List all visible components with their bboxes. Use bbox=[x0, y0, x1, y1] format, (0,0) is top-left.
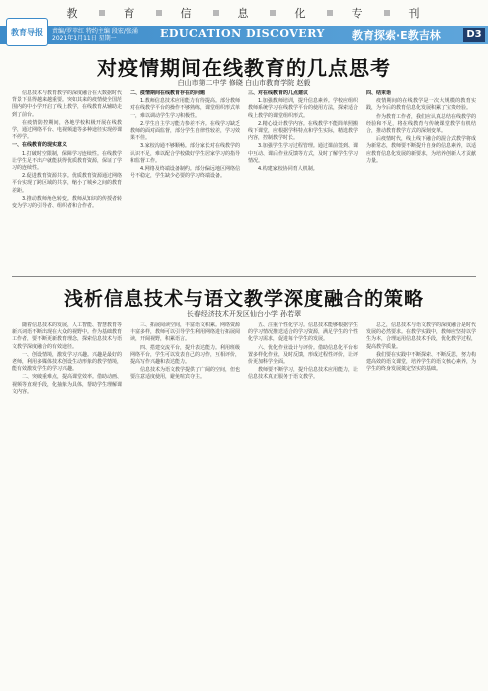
subheading: 四、结束语 bbox=[366, 90, 392, 96]
paragraph: 信息技术为语文教学提供了广阔的空间，但也要注意适度使用，避免喧宾夺主。 bbox=[130, 367, 240, 381]
paragraph: 六、优化作业设计与评价。借助信息化平台布置多样化作业，及时反馈，形成过程性评价，让评价更加科学全面。 bbox=[248, 344, 358, 366]
article2-title: 浅析信息技术与语文教学深度融合的策略 bbox=[63, 288, 424, 310]
article2-column bbox=[130, 322, 240, 684]
section-title: 教育探索·E教吉林 bbox=[352, 29, 441, 42]
masthead-char: 专 bbox=[351, 7, 365, 20]
subheading: 三、对在线教育的几点建议 bbox=[248, 90, 309, 96]
article2-byline: 长春经济技术开发区仙台小学 孙若翠 bbox=[186, 310, 302, 318]
paragraph: 3.推动教师角色转变。教师从知识的传授者转变为学习的引导者、组织者和合作者。 bbox=[12, 195, 122, 210]
paragraph: 教师要不断学习，提升信息技术应用能力，让信息技术真正服务于语文教学。 bbox=[248, 367, 358, 381]
article1-column bbox=[130, 90, 240, 270]
paragraph: 信息技术与教育教学的深度融合在大数据时代背景下显得越来越重要。突如其来的疫情使全国范围内的中小学开启了线上教学，在线教育从辅助走到了前台。 bbox=[12, 90, 122, 118]
paragraph: 4.网络及终端设备制约。部分偏远地区网络信号不稳定，学生缺少必要的学习终端设备。 bbox=[130, 166, 240, 180]
editor-line: 责编/罗苹红 特约主编 段宏/张涌 bbox=[52, 28, 138, 35]
article2-body bbox=[12, 322, 476, 684]
article2-column bbox=[248, 322, 358, 684]
square-icon bbox=[384, 10, 390, 16]
paragraph: 后疫情时代，线上线下融合的混合式教学将成为新常态，教师要不断提升自身的信息素养，以适应教育信息化发展的新要求，为培养创新人才贡献力量。 bbox=[366, 136, 476, 164]
article1-column bbox=[366, 90, 476, 270]
paragraph: 1.教师信息技术应用能力有待提高。部分教师对在线教学平台的操作不够熟练，课堂组织形式单一，难以调动学生学习积极性。 bbox=[130, 98, 240, 119]
masthead-chars bbox=[0, 0, 488, 26]
paragraph: 作为教育工作者，我们应认真总结在线教学的经验和不足，将在线教育与传统课堂教学有机结合，推动教育教学方式的深刻变革。 bbox=[366, 113, 476, 135]
paragraph: 2.促进教育资源共享。优质教育资源通过网络平台实现了跨区域的共享，缩小了城乡之间的教育差距。 bbox=[12, 173, 122, 194]
page-code: D3 bbox=[463, 28, 485, 42]
paragraph: 二、突破重难点，提高课堂效率。借助动画、视频等直观手段，化抽象为具体，帮助学生理解课文内容。 bbox=[12, 374, 122, 395]
paragraph: 总之，信息技术与语文教学的深度融合是时代发展的必然要求。在教学实践中，教师应坚持以学生为本，合理运用信息技术手段，优化教学过程，提高教学质量。 bbox=[366, 322, 476, 350]
article-divider bbox=[12, 276, 476, 277]
paragraph: 3.加强学生学习过程管理。通过课前签到、课中互动、课后作业反馈等方式，及时了解学生学习情况。 bbox=[248, 143, 358, 164]
paragraph: 疫情期间的在线教学是一次大规模的教育实践，为今后的教育信息化发展积累了宝贵经验。 bbox=[366, 98, 476, 112]
date-line: 2021年1月11日 星期一 bbox=[52, 35, 117, 42]
article1-column bbox=[12, 90, 122, 270]
masthead-char: 育 bbox=[123, 7, 137, 20]
article2-column bbox=[366, 322, 476, 684]
masthead-char: 教 bbox=[66, 7, 80, 20]
square-icon bbox=[99, 10, 105, 16]
masthead-char: 息 bbox=[237, 7, 251, 20]
paragraph: 三、拓展阅读空间，丰富语文积累。网络资源丰富多样，教师可以引导学生利用网络进行拓展阅读，开阔视野，积累语言。 bbox=[130, 322, 240, 343]
masthead bbox=[0, 0, 488, 44]
square-icon bbox=[327, 10, 333, 16]
article1-byline: 白山市第二中学 修晓 白山市教育学院 赵毅 bbox=[177, 79, 311, 87]
masthead-char: 刊 bbox=[408, 7, 422, 20]
square-icon bbox=[213, 10, 219, 16]
masthead-char: 信 bbox=[180, 7, 194, 20]
english-title: EDUCATION DISCOVERY bbox=[160, 27, 325, 40]
article1-body bbox=[12, 90, 476, 270]
subheading: 二、疫情期间在线教育存在的问题 bbox=[130, 90, 206, 96]
newspaper-logo: 教育导报 bbox=[6, 18, 48, 46]
article1-column bbox=[248, 90, 358, 270]
paragraph: 1.打破时空限制，保障学习连续性。在线教学让学生足不出户就能获得优质教育资源，保证了学习的连续性。 bbox=[12, 150, 122, 172]
square-icon bbox=[156, 10, 162, 16]
paragraph: 随着信息技术的发展，人工智能、智慧教育等新兴词语不断出现在大众的视野中。作为基础教育工作者，要不断更新教育理念，探索信息技术与语文教学深度融合的有效途径。 bbox=[12, 322, 122, 350]
paragraph: 4.构建家校协同育人机制。 bbox=[258, 166, 318, 173]
paragraph: 五、注重个性化学习。信息技术能够根据学生的学习情况推送适合的学习资源，满足学生的个性化学习需求，促进每个学生的发展。 bbox=[248, 322, 358, 343]
subheading: 一、在线教育的现实意义 bbox=[12, 142, 68, 149]
paragraph: 在疫情防控期间，各地学校积极开展在线教学，通过网络平台、电视频道等多种途径实现停课不停学。 bbox=[12, 119, 122, 141]
square-icon bbox=[270, 10, 276, 16]
article2-column bbox=[12, 322, 122, 684]
paragraph: 3.家校沟通不够顺畅。部分家长对在线教学的认识不足，难以配合学校做好学生居家学习的指导和监督工作。 bbox=[130, 143, 240, 164]
issue-meta bbox=[52, 28, 138, 42]
paragraph: 一、创设情境，激发学习兴趣。兴趣是最好的老师，利用多媒体技术创设生动形象的教学情境，能有效激发学生的学习兴趣。 bbox=[12, 351, 122, 373]
masthead-char: 化 bbox=[294, 7, 308, 20]
paragraph: 2.精心设计教学内容。在线教学不能简单照搬线下课堂，应根据学科特点和学生实际，精选教学内容，控制教学时长。 bbox=[248, 120, 358, 142]
paragraph: 1.加强教师培训，提升信息素养。学校应组织教师系统学习在线教学平台的使用方法，探索适合线上教学的课堂组织形式。 bbox=[248, 98, 358, 119]
paragraph: 2.学生自主学习能力参差不齐。在线学习缺乏教师的面对面监督，部分学生自律性较差，学习效果不佳。 bbox=[130, 120, 240, 142]
paragraph: 我们要在实践中不断探索、不断反思，努力构建高效的语文课堂，培养学生的语文核心素养，为学生的终身发展奠定坚实的基础。 bbox=[366, 351, 476, 373]
paragraph: 四、搭建交流平台，提升表达能力。利用班级网络平台，学生可以发表自己的习作，互相评价，提高写作兴趣和表达能力。 bbox=[130, 344, 240, 366]
article1-title: 对疫情期间在线教育的几点思考 bbox=[97, 56, 391, 80]
